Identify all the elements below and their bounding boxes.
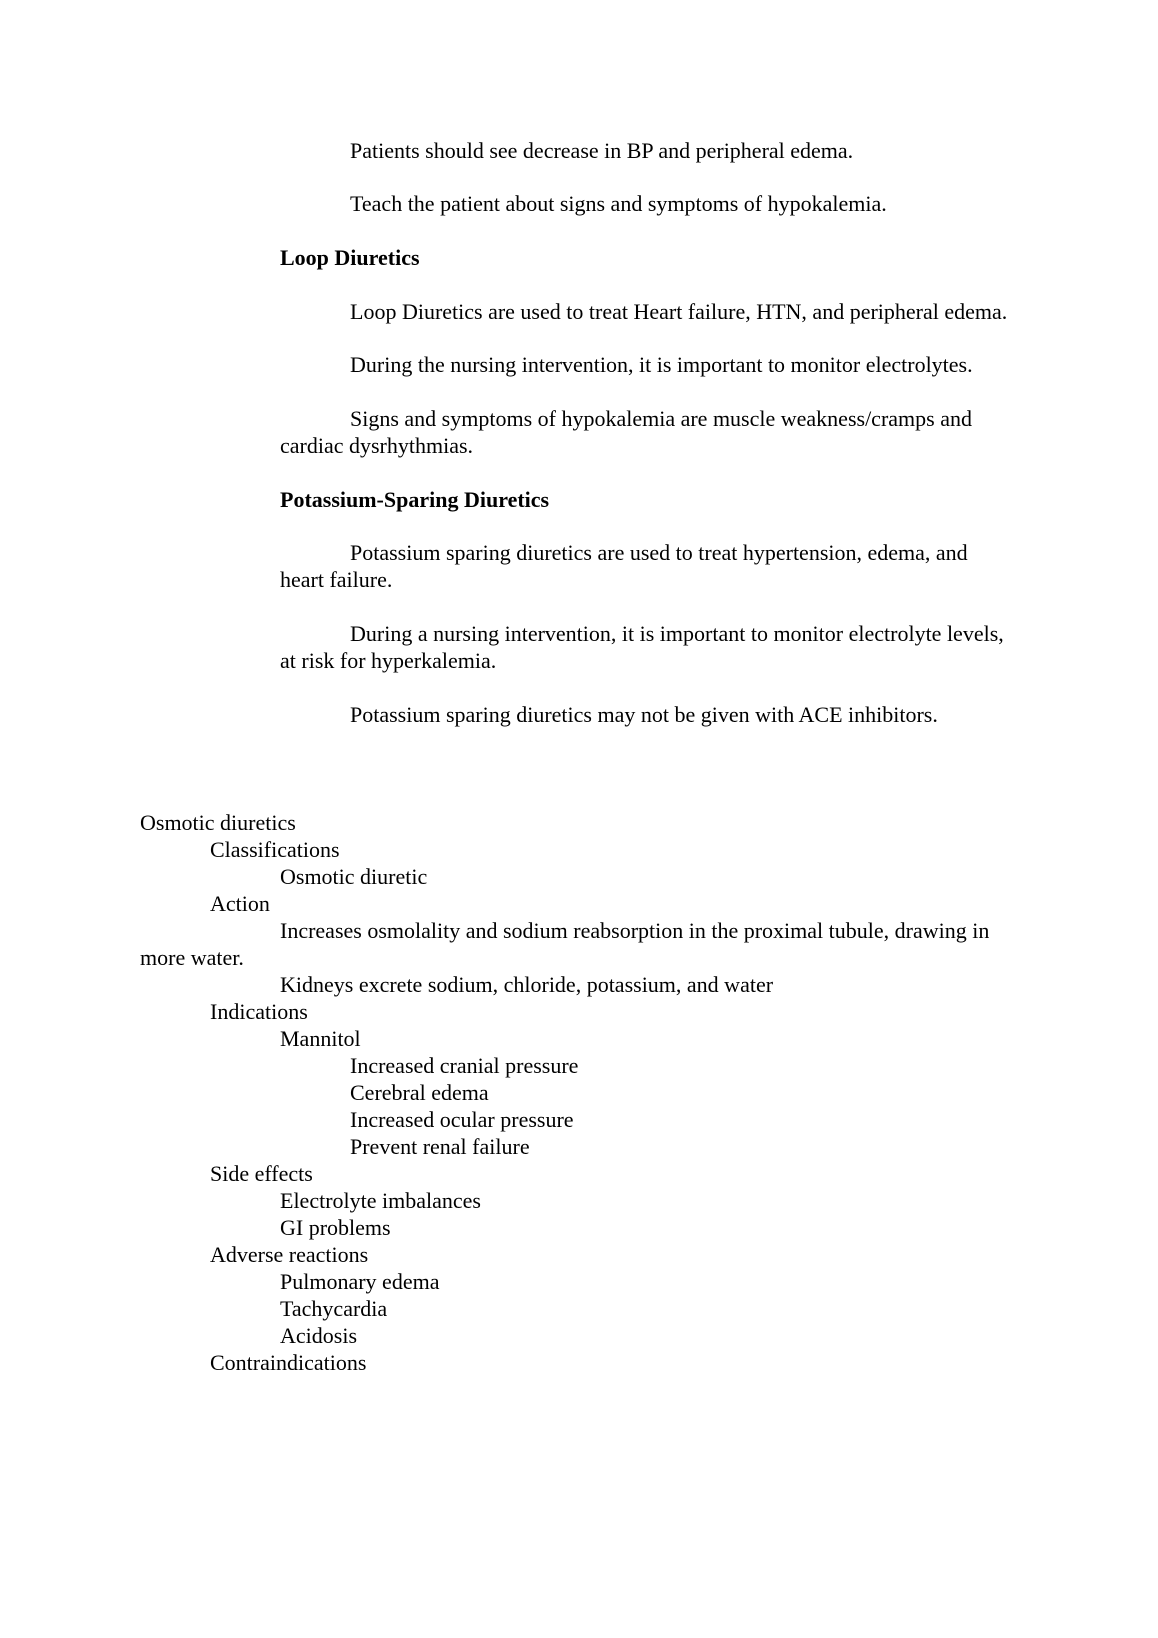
outline-action-item1-line2: more water. bbox=[140, 945, 244, 970]
paragraph-ps-ace: Potassium sparing diuretics may not be given with ACE inhibitors. bbox=[350, 702, 938, 727]
outline-contraindications: Contraindications bbox=[210, 1350, 367, 1375]
paragraph-teach-hypokalemia: Teach the patient about signs and symptoms of hypokalemia. bbox=[350, 191, 887, 216]
outline-action-item1-line1: Increases osmolality and sodium reabsorption in the proximal tubule, drawing in bbox=[280, 918, 990, 943]
outline-title: Osmotic diuretics bbox=[140, 810, 296, 835]
paragraph-ps-uses-line1: Potassium sparing diuretics are used to treat hypertension, edema, and bbox=[350, 540, 968, 565]
outline-mannitol: Mannitol bbox=[280, 1026, 361, 1051]
outline-mannitol-item: Prevent renal failure bbox=[350, 1134, 530, 1159]
outline-side-effects: Side effects bbox=[210, 1161, 313, 1186]
paragraph-loop-signs-line1: Signs and symptoms of hypokalemia are muscle weakness/cramps and bbox=[350, 406, 972, 431]
paragraph-ps-uses-line2: heart failure. bbox=[280, 567, 393, 592]
paragraph-ps-monitor-line1: During a nursing intervention, it is important to monitor electrolyte levels, bbox=[350, 621, 1004, 646]
outline-action-item2: Kidneys excrete sodium, chloride, potassium, and water bbox=[280, 972, 774, 997]
outline-adverse-reactions: Adverse reactions bbox=[210, 1242, 369, 1267]
heading-potassium-sparing: Potassium-Sparing Diuretics bbox=[280, 487, 550, 512]
outline-classifications: Classifications bbox=[210, 837, 340, 862]
outline-action: Action bbox=[210, 891, 270, 916]
paragraph-ps-monitor-line2: at risk for hyperkalemia. bbox=[280, 648, 497, 673]
outline-adverse-item: Acidosis bbox=[280, 1323, 357, 1348]
paragraph-loop-signs-line2: cardiac dysrhythmias. bbox=[280, 433, 474, 458]
paragraph-loop-uses: Loop Diuretics are used to treat Heart failure, HTN, and peripheral edema. bbox=[350, 299, 1008, 324]
paragraph-loop-monitor: During the nursing intervention, it is important to monitor electrolytes. bbox=[350, 352, 973, 377]
outline-side-effect-item: Electrolyte imbalances bbox=[280, 1188, 481, 1213]
outline-indications: Indications bbox=[210, 999, 308, 1024]
outline-adverse-item: Pulmonary edema bbox=[280, 1269, 440, 1294]
outline-mannitol-item: Increased cranial pressure bbox=[350, 1053, 579, 1078]
heading-loop-diuretics: Loop Diuretics bbox=[280, 245, 420, 270]
outline-classification-item: Osmotic diuretic bbox=[280, 864, 428, 889]
outline-mannitol-item: Cerebral edema bbox=[350, 1080, 489, 1105]
outline-adverse-item: Tachycardia bbox=[280, 1296, 388, 1321]
paragraph-bp-decrease: Patients should see decrease in BP and peripheral edema. bbox=[350, 138, 854, 163]
outline-mannitol-item: Increased ocular pressure bbox=[350, 1107, 574, 1132]
outline-side-effect-item: GI problems bbox=[280, 1215, 391, 1240]
